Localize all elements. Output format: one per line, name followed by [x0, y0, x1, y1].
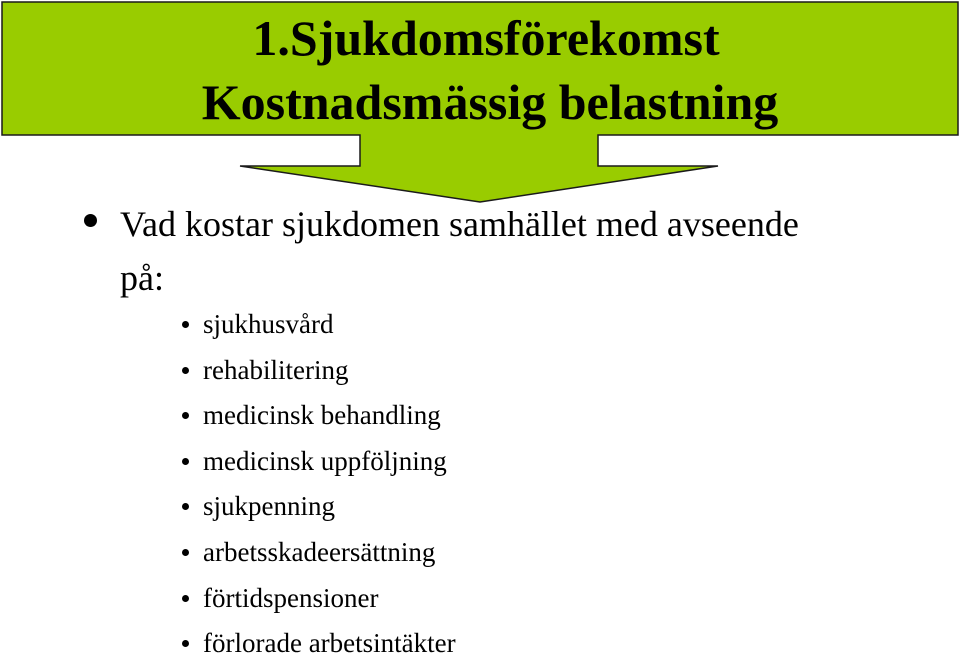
list-item-text: medicinsk uppföljning: [203, 445, 447, 476]
list-item-text: medicinsk behandling: [203, 400, 441, 431]
bullet-dot-icon: [182, 412, 189, 419]
main-bullet-text: Vad kostar sjukdomen samhället med avseende på:: [120, 204, 799, 298]
list-item-text: rehabilitering: [203, 354, 349, 385]
bullet-dot-icon: [182, 458, 189, 465]
bullet-dot-icon: [182, 595, 189, 602]
bullet-dot-icon: [182, 549, 189, 556]
list-item-text: sjukhusvård: [203, 309, 334, 339]
list-item-text: sjukpenning: [203, 491, 335, 522]
title-line-1: 1.Sjukdomsförekomst: [252, 10, 720, 66]
bullet-dot-icon: [182, 367, 189, 374]
list-item-text: förlorade arbetsintäkter: [203, 628, 456, 659]
list-item-text: förtidspensioner: [203, 582, 379, 613]
bullet-dot-icon: [182, 640, 189, 647]
title-line-2: Kostnadsmässig belastning: [201, 74, 779, 130]
title-banner-arrow: [0, 0, 960, 205]
bullet-dot-icon: [182, 321, 189, 328]
bullet-dot-icon: [182, 503, 189, 510]
bullet-dot-icon: [84, 214, 97, 227]
list-item-text: arbetsskadeersättning: [203, 536, 436, 567]
